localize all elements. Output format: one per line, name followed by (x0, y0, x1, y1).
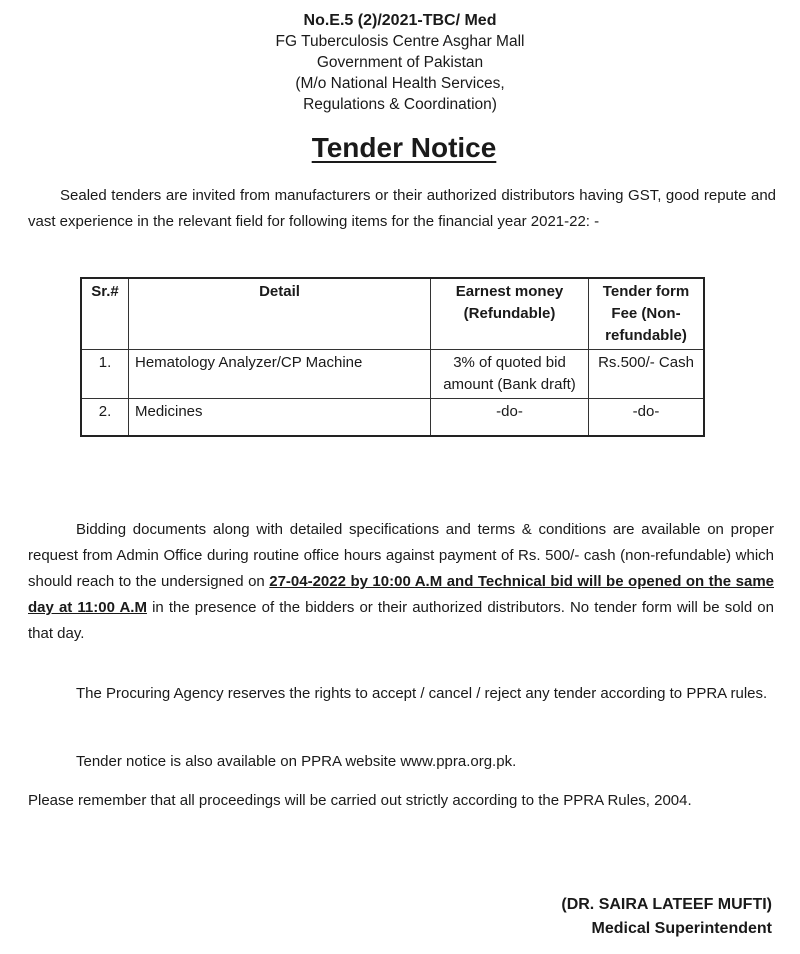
table-row (81, 399, 704, 437)
row-fee: -do- (589, 399, 705, 437)
row-earnest: 3% of quoted bid amount (Bank draft) (431, 350, 589, 399)
row-sr: 2. (81, 399, 129, 437)
letterhead (0, 10, 800, 115)
intro-paragraph: Sealed tenders are invited from manufacturers or their authorized distributors having GST, good repute and vast experience in the relevant field for following items for the financial year 2021-22: - (28, 187, 776, 230)
bidding-documents-paragraph (28, 517, 774, 647)
table-row (81, 350, 704, 399)
ministry-line-2: Regulations & Coordination) (303, 96, 497, 113)
document-title: Tender Notice (311, 132, 497, 163)
organization-name: FG Tuberculosis Centre Asghar Mall (275, 33, 525, 50)
signatory-designation: Medical Superintendent (591, 920, 772, 937)
row-detail: Medicines (129, 399, 431, 437)
reference-number: No.E.5 (2)/2021-TBC/ Med (303, 12, 497, 29)
ministry-line-1: (M/o National Health Services, (295, 75, 505, 92)
signature-block (561, 893, 772, 941)
row-earnest: -do- (431, 399, 589, 437)
header-detail: Detail (129, 278, 431, 350)
row-fee: Rs.500/- Cash (589, 350, 705, 399)
bidding-text-a: Bidding documents along with detailed specifications and terms & conditions are available on proper request from Admin Office during routine office hours against payment of Rs. 500/- cash (non-refundable) which should reach to the undersigned on (28, 521, 774, 590)
header-earnest-money: Earnest money (Refundable) (431, 278, 589, 350)
deadline-text: 27-04-2022 by 10:00 A.M and Technical bid will be opened on the same day at 11:00 A.M (28, 573, 774, 616)
government-name: Government of Pakistan (316, 54, 484, 71)
row-sr: 1. (81, 350, 129, 399)
website-paragraph: Tender notice is also available on PPRA website www.ppra.org.pk. (76, 753, 517, 770)
bidding-text-b: in the presence of the bidders or their authorized distributors. No tender form will be sold on that day. (28, 599, 774, 642)
items-table (80, 277, 705, 437)
row-detail: Hematology Analyzer/CP Machine (129, 350, 431, 399)
header-tender-fee: Tender form Fee (Non-refundable) (589, 278, 705, 350)
signatory-name: (DR. SAIRA LATEEF MUFTI) (561, 896, 772, 913)
ppra-rules-paragraph: Please remember that all proceedings will be carried out strictly according to the PPRA Rules, 2004. (28, 792, 692, 809)
table-header-row (81, 278, 704, 350)
header-sr: Sr.# (81, 278, 129, 350)
procuring-agency-paragraph: The Procuring Agency reserves the rights to accept / cancel / reject any tender according to PPRA rules. (76, 685, 768, 702)
